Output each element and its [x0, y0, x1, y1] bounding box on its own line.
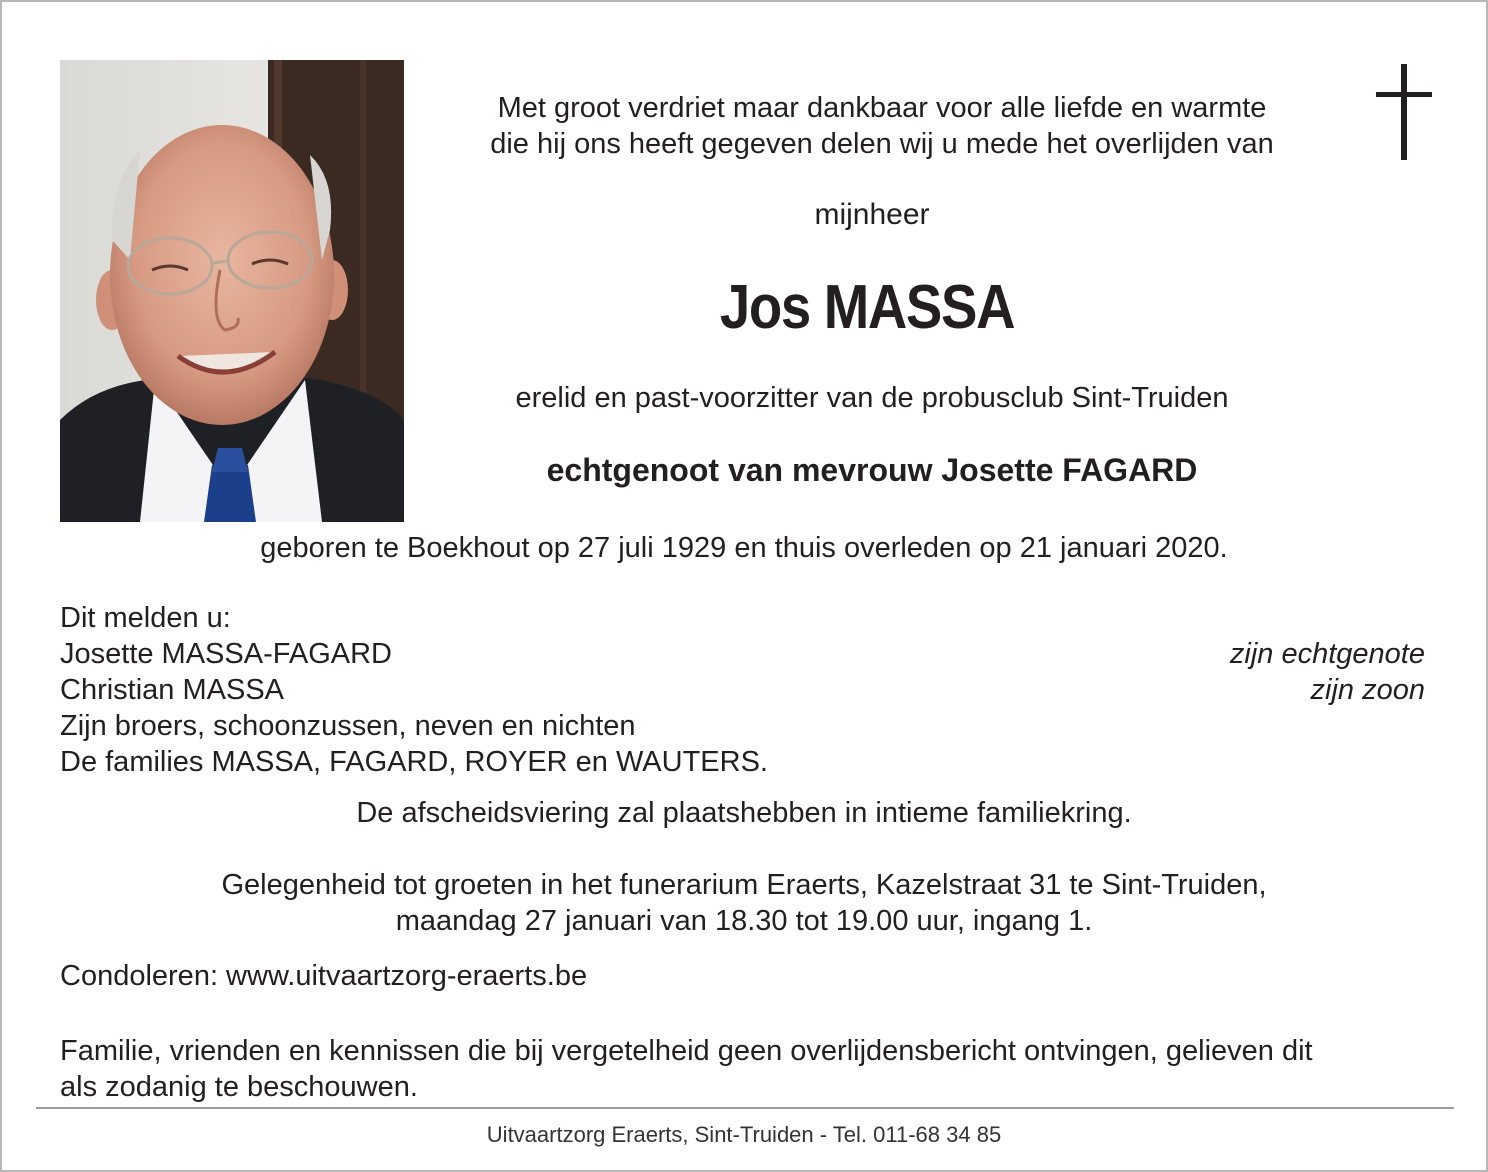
honorific: mijnheer	[814, 198, 930, 231]
announcer-name: Christian MASSA	[60, 674, 285, 706]
announcer-row	[60, 744, 1425, 780]
announcer-row	[60, 708, 1425, 744]
announcer-relation: zijn echtgenote	[1229, 638, 1425, 670]
notice-line-2: als zodanig te beschouwen.	[60, 1071, 418, 1103]
announcer-row	[60, 636, 1425, 672]
divider	[36, 1107, 1454, 1109]
announcer-name: Zijn broers, schoonzussen, neven en nichten	[60, 710, 636, 742]
birth-death-line: geboren te Boekhout op 27 juli 1929 en thuis overleden op 21 januari 2020.	[260, 532, 1228, 564]
intro-line-2: die hij ons heeft gegeven delen wij u mede het overlijden van	[490, 128, 1274, 160]
intro-text	[432, 90, 1332, 162]
deceased-role: erelid en past-voorzitter van de probusclub Sint-Truiden	[515, 382, 1229, 414]
visitation-line-1: Gelegenheid tot groeten in het funerarium Eraerts, Kazelstraat 31 te Sint-Truiden,	[221, 869, 1267, 901]
spouse-line: echtgenoot van mevrouw Josette FAGARD	[546, 452, 1198, 488]
cross-icon	[1374, 64, 1434, 162]
notice-text	[60, 1033, 1420, 1105]
visitation-line-2: maandag 27 januari van 18.30 tot 19.00 uur, ingang 1.	[395, 905, 1093, 937]
announcers-block	[60, 600, 1425, 780]
visitation-info	[2, 867, 1486, 939]
announcer-name: De families MASSA, FAGARD, ROYER en WAUTERS.	[60, 746, 768, 778]
intro-line-1: Met groot verdriet maar dankbaar voor alle liefde en warmte	[497, 92, 1267, 124]
condolence-link[interactable]: Condoleren: www.uitvaartzorg-eraerts.be	[60, 960, 588, 992]
announcer-row	[60, 672, 1425, 708]
announcer-relation: zijn zoon	[1310, 674, 1425, 706]
announcers-heading: Dit melden u:	[60, 602, 231, 634]
announcer-name: Josette MASSA-FAGARD	[60, 638, 392, 670]
deceased-name: Jos MASSA	[719, 273, 1015, 342]
ceremony-line: De afscheidsviering zal plaatshebben in intieme familiekring.	[356, 797, 1132, 829]
footer-undertaker: Uitvaartzorg Eraerts, Sint-Truiden - Tel. 011-68 34 85	[486, 1122, 1002, 1147]
portrait-photo	[60, 60, 404, 522]
notice-line-1: Familie, vrienden en kennissen die bij vergetelheid geen overlijdensbericht ontvingen, gelieven dit	[60, 1035, 1313, 1067]
